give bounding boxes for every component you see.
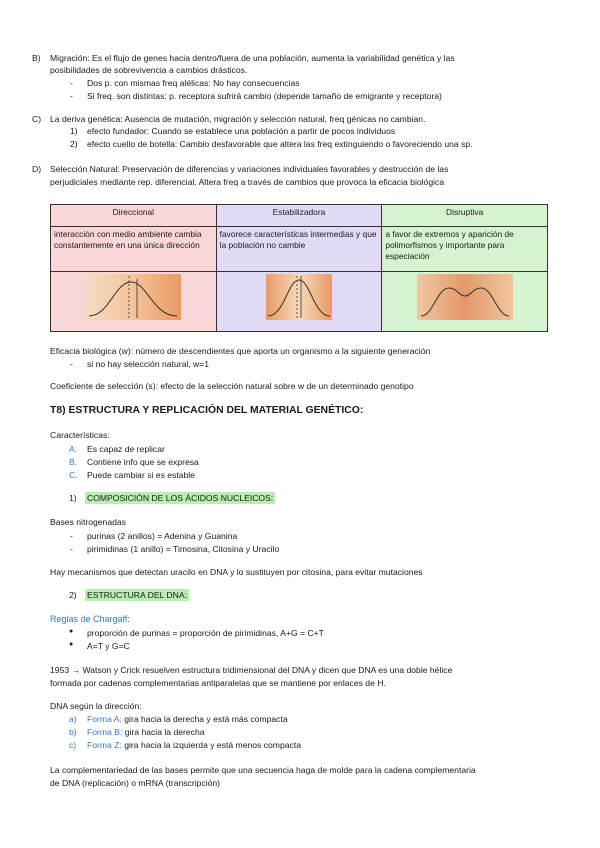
caracteristicas-label: Características: [50, 430, 110, 440]
section-b-bullet-2: Si freq. son distintas: p. receptora sufrirá cambio (depende tamaño de emigrante y receptora) [87, 91, 442, 101]
caracteristica-c: Puede cambiar si es estable [87, 470, 195, 480]
table-header-estabilizadora: Estabilizadora [216, 205, 382, 227]
section-b-letter: B) [32, 53, 41, 63]
watson-crick-line1: 1953 → Watson y Crick resuelven estructura tridimensional del DNA y dicen que DNA es una doble hélice [50, 665, 453, 675]
section-d-line2: perjudiciales mediante rep. diferencial. Altera freq a través de cambios que provoca la eficacia biológica [50, 177, 445, 187]
forma-z-text: gira hacia la izquierda y está menos compacta [121, 740, 301, 750]
bullet-mark: - [70, 359, 73, 369]
section-d-letter: D) [32, 164, 42, 174]
disruptive-selection-curve-icon [417, 274, 513, 320]
bases-pirimidinas: pirimidinas (1 anillo) = Timosina, Citosina y Uracilo [87, 544, 280, 554]
table-cell-curve [382, 272, 548, 332]
table-cell-curve [216, 272, 382, 332]
list-letter: b) [69, 727, 77, 737]
heading-estructura [85, 590, 189, 601]
dna-forma-b [87, 727, 205, 738]
heading-composicion [85, 493, 275, 504]
forma-a-text: gira hacia la derecha y está más compacta [121, 714, 288, 724]
chargaff-rule-1: proporción de purinas = proporción de pirimidinas, A+G = C+T [87, 628, 324, 638]
stabilizing-selection-curve-icon [266, 274, 332, 320]
dna-forma-a [87, 714, 288, 725]
table-cell-direccional: interacción con medio ambiente cambia constantemente en una única dirección [51, 227, 217, 272]
section-b-line1: Migración: Es el flujo de genes hacia dentro/fuera de una población, aumenta la variabilidad genética y las [50, 53, 455, 63]
section-c-line1: La deriva genética: Ausencia de mutación, migración y selección natural, freq génicas no cambian. [50, 114, 426, 124]
watson-crick-line2: formada por cadenas complementarias antiparalelas que se mantiene por enlaces de H. [50, 678, 386, 688]
list-letter: A. [69, 444, 78, 454]
forma-b-text: gira hacia la derecha [122, 727, 205, 737]
bullet-dot: ● [69, 641, 74, 648]
section-c-item-1: efecto fundador: Cuando se establece una población a partir de pocos individuos [87, 126, 396, 136]
table-header-row [51, 205, 548, 227]
section-c-item-2: efecto cuello de botella: Cambio desfavorable que altera las freq extinguiendo o favoreciendo una sp. [87, 139, 473, 149]
complementariedad-line1: La complementariedad de las bases permite que una secuencia haga de molde para la cadena complementaria [50, 765, 476, 775]
eficacia-biologica: Eficacia biológica (w): número de descendientes que aporta un organismo a la siguiente generación [50, 346, 431, 356]
heading-number: 1) [69, 493, 77, 503]
coeficiente-seleccion: Coeficiente de selección (s): efecto de la selección natural sobre w de un determinado genotipo [50, 381, 414, 391]
caracteristica-a: Es capaz de replicar [87, 444, 165, 454]
table-header-disruptiva: Disruptiva [382, 205, 548, 227]
section-b-bullet-1: Dos p. con mismas freq alélicas: No hay consecuencias [87, 78, 300, 88]
eficacia-bullet: si no hay selección natural, w=1 [87, 359, 210, 369]
section-title-t8: T8) ESTRUCTURA Y REPLICACIÓN DEL MATERIAL GENÉTICO: [50, 405, 364, 416]
table-cell-curve [51, 272, 217, 332]
chargaff-rule-2: A=T y G=C [87, 641, 130, 651]
forma-z-name: Forma Z: [87, 740, 122, 750]
section-d-line1: Selección Natural: Preservación de diferencias y variaciones individuales favorables y destrucción de las [50, 164, 449, 174]
bases-purinas: purinas (2 anillos) = Adenina y Guanina [87, 531, 238, 541]
section-c-letter: C) [32, 114, 42, 124]
table-header-direccional: Direccional [51, 205, 217, 227]
forma-b-name: Forma B: [87, 727, 123, 737]
list-letter: c) [69, 740, 77, 750]
bullet-mark: - [70, 91, 73, 101]
dna-direccion-label: DNA según la dirección: [50, 701, 142, 711]
uracilo-note: Hay mecanismos que detectan uracilo en DNA y lo sustituyen por citosina, para evitar mutaciones [50, 567, 423, 577]
table-row [51, 272, 548, 332]
bases-label: Bases nitrogenadas [50, 517, 126, 527]
list-number: 2) [70, 139, 78, 149]
directional-selection-curve-icon [85, 274, 181, 320]
list-letter: C. [69, 470, 78, 480]
section-b-line2: posibilidades de sobrevivencia a cambios drásticos. [50, 65, 248, 75]
dna-forma-z [87, 740, 301, 751]
forma-a-name: Forma A: [87, 714, 122, 724]
table-cell-estabilizadora: favorece características intermedias y que la población no cambie [216, 227, 382, 272]
chargaff-label: Reglas de Chargaff: [50, 614, 130, 624]
caracteristica-b: Contiene info que se expresa [87, 457, 199, 467]
bullet-mark: - [70, 544, 73, 554]
table-row [51, 227, 548, 272]
bullet-mark: - [70, 531, 73, 541]
list-number: 1) [70, 126, 78, 136]
list-letter: B. [69, 457, 78, 467]
selection-types-table [50, 204, 548, 332]
heading-number: 2) [69, 590, 77, 600]
table-cell-disruptiva: a favor de extremos y aparición de polimorfismos y importante para especiación [382, 227, 548, 272]
heading-estructura-text: ESTRUCTURA DEL DNA: [87, 590, 187, 600]
list-letter: a) [69, 714, 77, 724]
complementariedad-line2: de DNA (replicación) o mRNA (transcripción) [50, 778, 221, 788]
heading-composicion-text: COMPOSICIÓN DE LOS ÁCIDOS NUCLEICOS: [87, 493, 274, 503]
bullet-dot: ● [69, 628, 74, 635]
bullet-mark: - [70, 78, 73, 88]
